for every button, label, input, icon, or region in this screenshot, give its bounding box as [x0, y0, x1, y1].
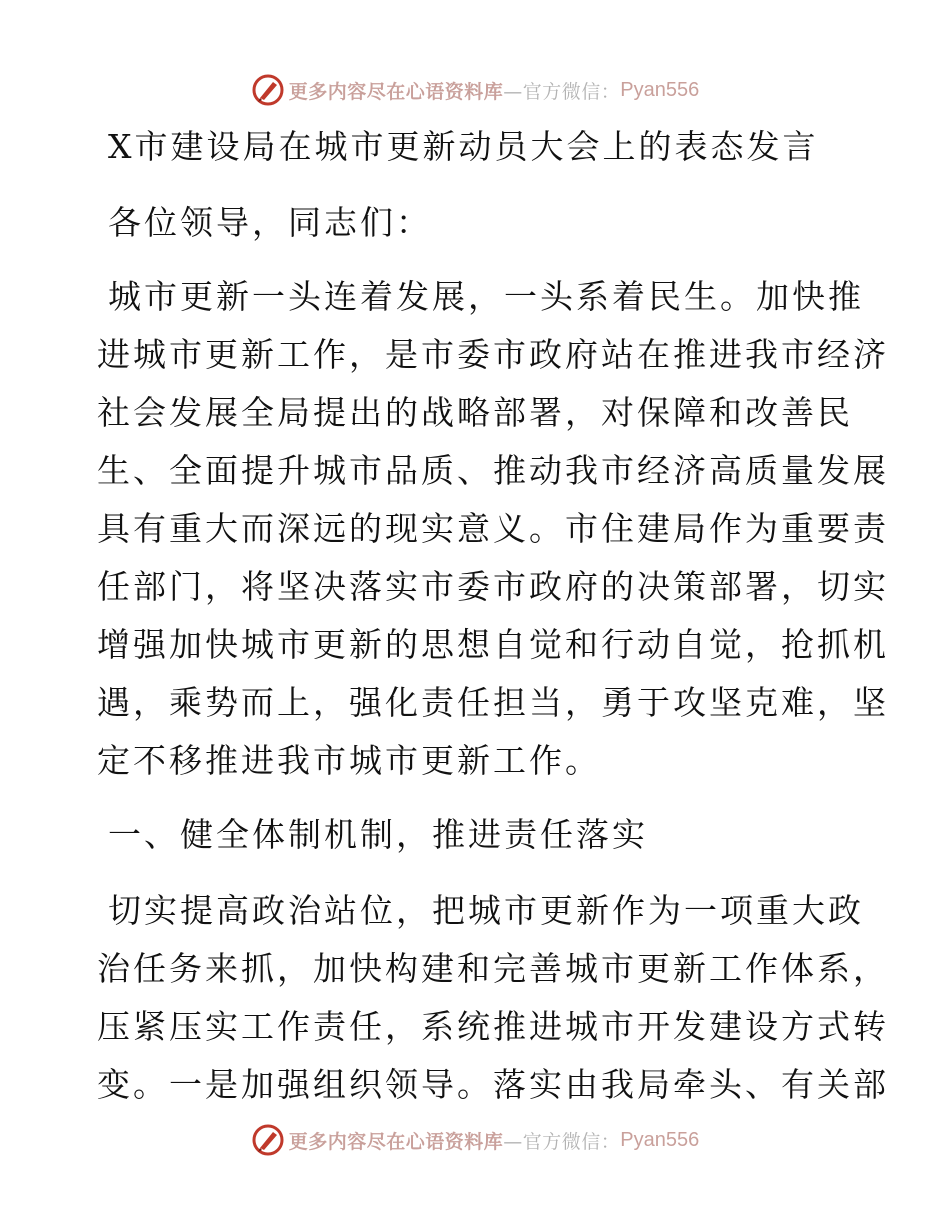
footer-watermark: [0, 1120, 950, 1160]
paragraph1-line: 进城市更新工作，是市委市政府站在推进我市经济: [97, 335, 889, 374]
quill-logo-icon: [251, 1123, 285, 1157]
paragraph1-line: 增强加快城市更新的思想自觉和行动自觉，抢抓机: [97, 625, 889, 664]
watermark-official: —官方微信：: [503, 80, 621, 103]
paragraph2-line: 变。一是加强组织领导。落实由我局牵头、有关部: [97, 1065, 889, 1104]
paragraph1-line: 城市更新一头连着发展，一头系着民生。加快推: [108, 277, 864, 316]
watermark-official: —官方微信：: [503, 1130, 621, 1153]
document-title: X市建设局在城市更新动员大会上的表态发言: [108, 127, 819, 166]
paragraph2-line: 治任务来抓，加快构建和完善城市更新工作体系，: [97, 949, 889, 988]
paragraph1-line: 具有重大而深远的现实意义。市住建局作为重要责: [97, 509, 889, 548]
paragraph1-line: 生、全面提升城市品质、推动我市经济高质量发展: [97, 451, 889, 490]
salutation: 各位领导，同志们：: [108, 203, 432, 242]
header-watermark: [0, 70, 950, 110]
quill-logo-icon: [251, 73, 285, 107]
watermark-brand: 更多内容尽在心语资料库: [288, 80, 504, 103]
watermark-wechat-id: Pyan556: [620, 78, 700, 101]
paragraph1-line: 任部门，将坚决落实市委市政府的决策部署，切实: [97, 567, 889, 606]
paragraph1-line: 社会发展全局提出的战略部署，对保障和改善民: [97, 393, 853, 432]
paragraph2-line: 压紧压实工作责任，系统推进城市开发建设方式转: [97, 1007, 889, 1046]
paragraph1-line: 定不移推进我市城市更新工作。: [97, 741, 601, 780]
section-heading: 一、健全体制机制，推进责任落实: [108, 815, 648, 854]
paragraph2-line: 切实提高政治站位，把城市更新作为一项重大政: [108, 891, 864, 930]
watermark-brand: 更多内容尽在心语资料库: [288, 1130, 504, 1153]
watermark-wechat-id: Pyan556: [620, 1128, 700, 1151]
paragraph1-line: 遇，乘势而上，强化责任担当，勇于攻坚克难，坚: [97, 683, 889, 722]
